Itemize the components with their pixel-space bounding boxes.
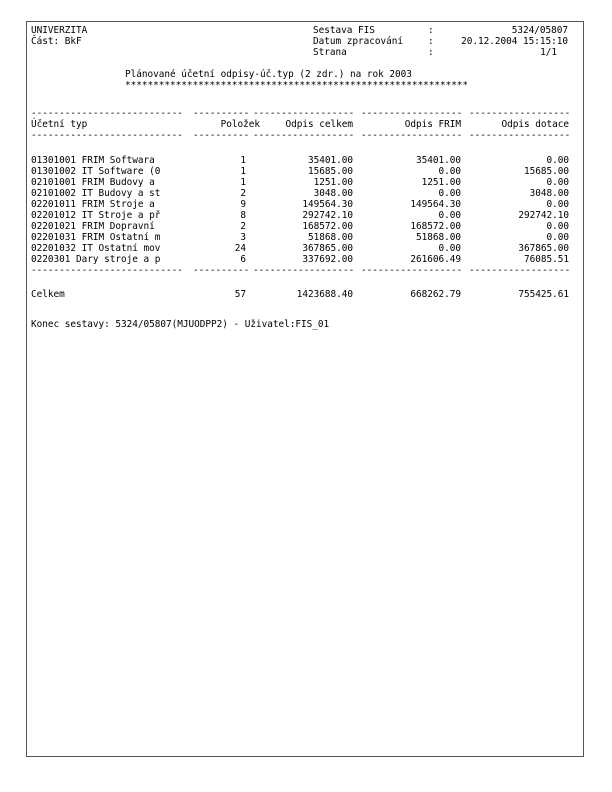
institution-name: UNIVERZITA <box>31 25 88 36</box>
row-count: 8 <box>240 210 246 221</box>
row-count: 1 <box>240 177 246 188</box>
header-line-2 <box>31 36 571 47</box>
col-header-frim: Odpis FRIM <box>404 119 461 130</box>
table-row <box>31 188 571 199</box>
total-row <box>31 289 571 300</box>
table-body <box>31 155 571 265</box>
row-total: 367865.00 <box>302 243 353 254</box>
row-frim: 35401.00 <box>416 155 461 166</box>
row-grant: 76085.51 <box>524 254 569 265</box>
table-row <box>31 243 571 254</box>
row-grant: 0.00 <box>546 221 569 232</box>
header-line-1 <box>31 25 571 36</box>
row-frim: 149564.30 <box>410 199 461 210</box>
title-underline <box>31 80 571 91</box>
row-total: 168572.00 <box>302 221 353 232</box>
row-total: 35401.00 <box>308 155 353 166</box>
total-label: Celkem <box>31 289 65 300</box>
report-title-line <box>31 69 571 80</box>
rule-bottom <box>31 265 571 276</box>
report-number: 5324/05807 <box>511 25 568 36</box>
row-type: 02201031 FRIM Ostatní m <box>31 232 161 243</box>
total-sum: 1423688.40 <box>296 289 353 300</box>
row-total: 15685.00 <box>308 166 353 177</box>
row-type: 01301002 IT Software (0 <box>31 166 161 177</box>
table-row <box>31 210 571 221</box>
row-frim: 1251.00 <box>421 177 461 188</box>
report-footer <box>31 319 571 330</box>
total-frim: 668262.79 <box>410 289 461 300</box>
row-type: 02201032 IT Ostatní mov <box>31 243 161 254</box>
row-count: 1 <box>240 155 246 166</box>
report-label: Sestava FIS <box>313 25 375 36</box>
row-count: 2 <box>240 221 246 232</box>
header-line-3 <box>31 47 571 58</box>
row-count: 2 <box>240 188 246 199</box>
row-total: 3048.00 <box>313 188 353 199</box>
row-grant: 15685.00 <box>524 166 569 177</box>
total-count: 57 <box>234 289 246 300</box>
row-total: 51868.00 <box>308 232 353 243</box>
row-grant: 0.00 <box>546 199 569 210</box>
row-count: 9 <box>240 199 246 210</box>
footer-text: Konec sestavy: 5324/05807(MJUODPP2) - Uživatel:FIS_01 <box>31 319 330 330</box>
row-type: 02101001 FRIM Budovy a <box>31 177 155 188</box>
row-type: 0220301 Dary stroje a p <box>31 254 161 265</box>
row-count: 24 <box>234 243 246 254</box>
row-total: 292742.10 <box>302 210 353 221</box>
row-frim: 0.00 <box>438 188 461 199</box>
table-row <box>31 221 571 232</box>
row-type: 02201012 IT Stroje a př <box>31 210 161 221</box>
row-frim: 168572.00 <box>410 221 461 232</box>
page-number: 1/1 <box>540 47 557 58</box>
col-header-grant: Odpis dotace <box>501 119 569 130</box>
row-grant: 367865.00 <box>518 243 569 254</box>
table-row <box>31 155 571 166</box>
row-total: 1251.00 <box>313 177 353 188</box>
page-separator: : <box>428 47 434 58</box>
row-type: 02201021 FRIM Dopravní <box>31 221 155 232</box>
row-frim: 51868.00 <box>416 232 461 243</box>
row-total: 149564.30 <box>302 199 353 210</box>
row-grant: 0.00 <box>546 232 569 243</box>
row-type: 02101002 IT Budovy a st <box>31 188 161 199</box>
processed-label: Datum zpracování <box>313 36 403 47</box>
row-frim: 0.00 <box>438 166 461 177</box>
row-frim: 0.00 <box>438 210 461 221</box>
table-row <box>31 254 571 265</box>
row-count: 6 <box>240 254 246 265</box>
rule-top <box>31 108 571 119</box>
row-total: 337692.00 <box>302 254 353 265</box>
row-grant: 0.00 <box>546 177 569 188</box>
row-frim: 261606.49 <box>410 254 461 265</box>
report-separator: : <box>428 25 434 36</box>
rule-header <box>31 130 571 141</box>
total-grant: 755425.61 <box>518 289 569 300</box>
col-header-total: Odpis celkem <box>285 119 353 130</box>
processed-separator: : <box>428 36 434 47</box>
row-type: 02201011 FRIM Stroje a <box>31 199 155 210</box>
title-stars <box>125 80 467 91</box>
row-count: 3 <box>240 232 246 243</box>
row-grant: 292742.10 <box>518 210 569 221</box>
row-grant: 3048.00 <box>529 188 569 199</box>
table-row <box>31 177 571 188</box>
table-row <box>31 232 571 243</box>
report <box>31 25 571 330</box>
report-title: Plánované účetní odpisy-úč.typ (2 zdr.) na rok 2003 <box>125 69 412 80</box>
row-count: 1 <box>240 166 246 177</box>
column-headers <box>31 119 571 130</box>
table-row <box>31 199 571 210</box>
col-header-type: Účetní typ <box>31 119 88 130</box>
page-label: Strana <box>313 47 347 58</box>
processed-date: 20.12.2004 15:15:10 <box>461 36 568 47</box>
row-frim: 0.00 <box>438 243 461 254</box>
row-grant: 0.00 <box>546 155 569 166</box>
col-header-count: Položek <box>220 119 260 130</box>
table-row <box>31 166 571 177</box>
row-type: 01301001 FRIM Softwara <box>31 155 155 166</box>
report-part: Část: BkF <box>31 36 82 47</box>
